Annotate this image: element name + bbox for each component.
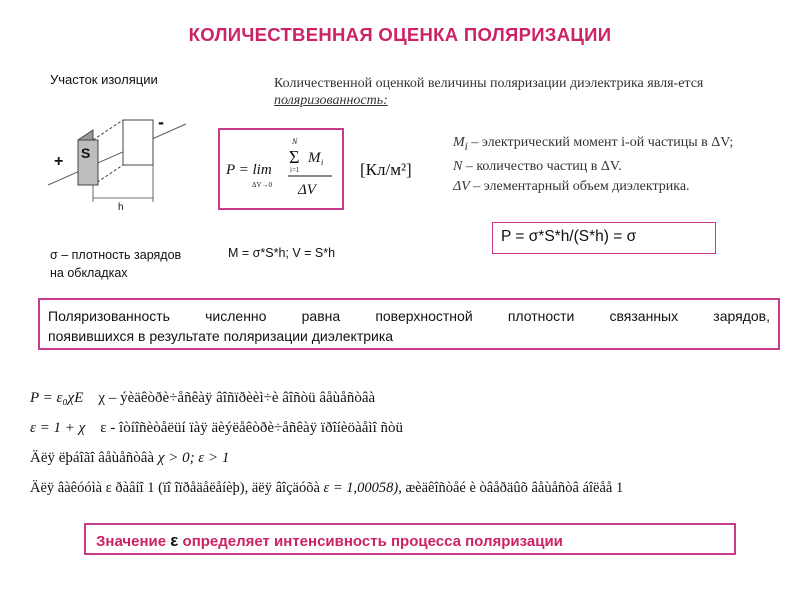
minus-sign: - [158,112,164,132]
formula-numerator-sub: i [321,158,324,167]
epsilon-symbol: ε [170,531,179,550]
equation-2: ε = 1 + χ ε - îòíîñèòåëüí ïàÿ äèýëåêòðè÷åñêàÿ ïðîíèöàåìî ñòü [30,420,403,436]
plate-label: S [81,145,91,161]
insulation-diagram [48,100,198,220]
formula-lim-sub: ΔV→0 [252,181,273,189]
definition-item: N – количество частиц в ΔV. [453,158,622,174]
polarization-formula [220,130,342,208]
formula-lhs: P = lim [226,162,272,178]
formula-denominator: ΔV [298,182,316,198]
p-result-box: P = σ*S*h/(S*h) = σ [492,222,716,254]
definition-item: $M_i$ – электрический момент i-ой частицы в ΔV; [453,135,734,153]
moment-volume-formula: M = σ*S*h; V = S*h [228,246,336,260]
formula-sum-bottom: i=1 [290,166,300,174]
formula-numerator: M [308,150,321,166]
equation-3: Äëÿ ëþáîãî âåùåñòâà χ > 0; ε > 1 [30,450,230,466]
conclusion-box: Значение ε определяет интенсивность процесса поляризации [84,523,736,555]
intro-term: поляризованность: [274,93,388,108]
polarization-formula-box [218,128,344,210]
plus-sign: + [54,153,64,170]
definition-item: ΔV – элементарный объем диэлектрика. [453,178,690,194]
formula-sum-top: N [292,137,298,146]
intro-text [274,75,744,109]
statement-box: Поляризованность численно равна поверхностной плотности связанных зарядов, появившихся в результате поляризации диэлектрика [38,298,780,350]
field-line [48,124,186,185]
sigma-description: σ – плотность зарядов на обкладках [50,248,182,280]
height-label: h [118,202,124,213]
formula-sum: Σ [289,147,300,167]
equation-4: Äëÿ âàêóóìà ε ðàâíî 1 (ïî îïðåäåëåíèþ), äëÿ âîçäóõà ε = 1,00058), æèäêîñòåé è òâåðäûõ âåùåñòâ áîëåå 1 [30,480,624,496]
definitions-list [453,133,733,197]
section-label: Участок изоляции [50,72,158,87]
intro-main: Количественной оценкой величины поляризации диэлектрика явля-ется [274,76,704,91]
right-plate [123,120,153,165]
equation-1: P = ε₀χE χ – ýèäêòðè÷åñêàÿ âîñïðèèì÷è âîñòü âåùåñòâà [30,390,376,406]
units-label: [Кл/м²] [360,160,412,179]
page-title: КОЛИЧЕСТВЕННАЯ ОЦЕНКА ПОЛЯРИЗАЦИИ [188,24,612,45]
